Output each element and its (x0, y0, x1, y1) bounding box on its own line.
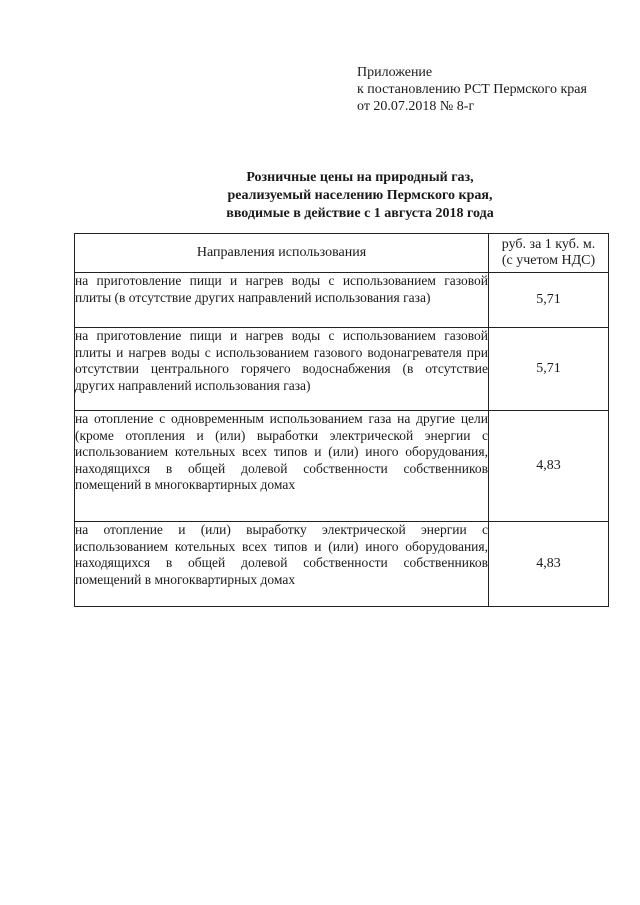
price-table (74, 233, 609, 607)
appendix-resolution: к постановлению РСТ Пермского края (357, 82, 587, 97)
title-line-2: реализуемый населению Пермского края, (227, 188, 493, 203)
appendix-label: Приложение (357, 65, 433, 80)
row-price: 4,83 (489, 522, 609, 607)
table-header-row (75, 234, 609, 273)
title-line-3: вводимые в действие с 1 августа 2018 года (226, 206, 494, 221)
row-direction: на приготовление пищи и нагрев воды с использованием газовой плиты и нагрев воды с использованием газового водонагревателя при отсутствии центрального горячего водоснабжения (в отсутствие других направлений использования газа) (75, 328, 489, 411)
table-row (75, 328, 609, 411)
title-line-1: Розничные цены на природный газ, (246, 170, 474, 185)
appendix-block (357, 64, 587, 115)
row-price: 5,71 (489, 273, 609, 328)
row-price: 5,71 (489, 328, 609, 411)
row-direction: на отопление с одновременным использованием газа на другие цели (кроме отопления и (или) выработки электрической энергии с использованием котельных всех типов и (или) иного оборудования, находящихся в общей долевой собственности собственников помещений в многоквартирных домах (75, 411, 489, 522)
table-row (75, 411, 609, 522)
table-row (75, 273, 609, 328)
row-price: 4,83 (489, 411, 609, 522)
table-row (75, 522, 609, 607)
header-unit-line-1: руб. за 1 куб. м. (501, 237, 596, 252)
header-unit (489, 234, 609, 273)
row-direction: на приготовление пищи и нагрев воды с использованием газовой плиты (в отсутствие других направлений использования газа) (75, 273, 489, 328)
header-direction: Направления использования (75, 234, 489, 273)
row-direction: на отопление и (или) выработку электрической энергии с использованием котельных всех типов и (или) иного оборудования, находящихся в общей долевой собственности собственников помещений в многоквартирных домах (75, 522, 489, 607)
appendix-date-number: от 20.07.2018 № 8-г (357, 99, 475, 114)
header-unit-line-2: (с учетом НДС) (501, 253, 596, 268)
document-title (150, 169, 570, 223)
